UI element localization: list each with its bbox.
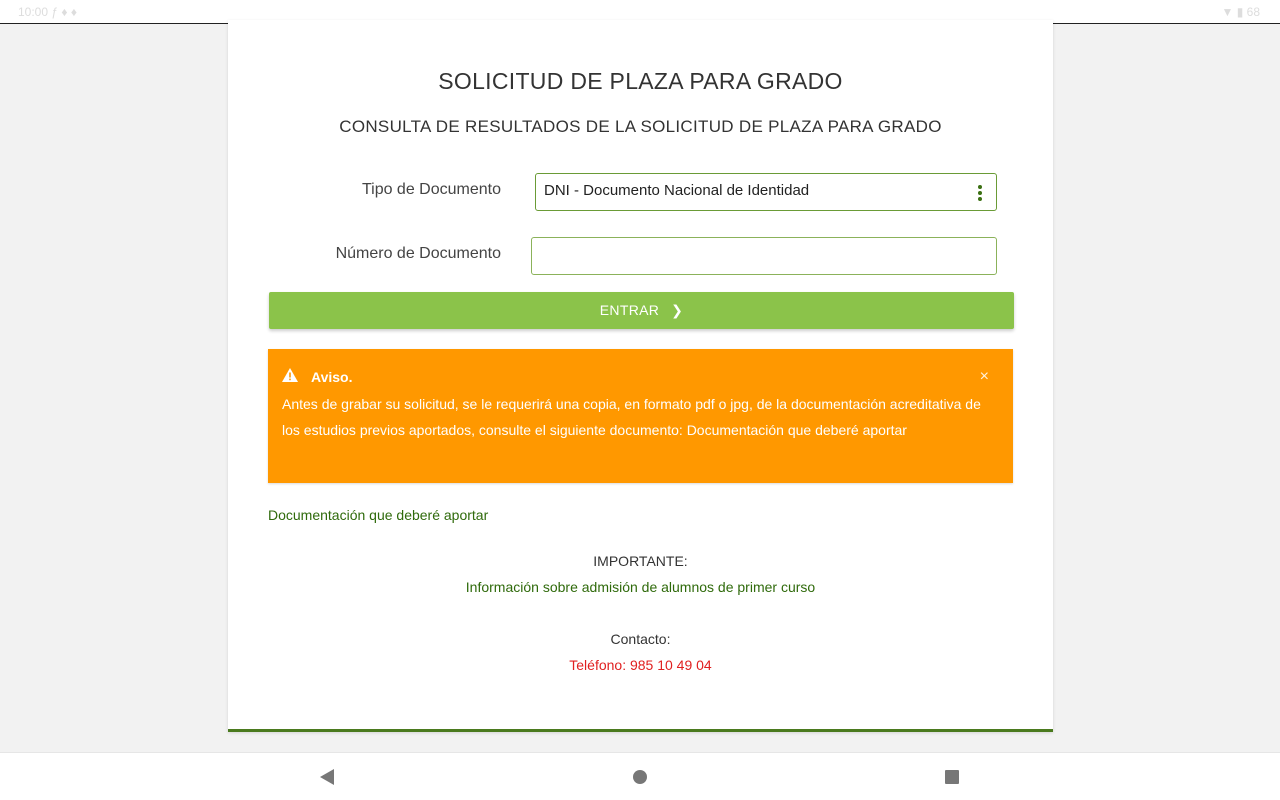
- phone-link[interactable]: Teléfono: 985 10 49 04: [569, 657, 712, 673]
- form-card: [228, 20, 1053, 732]
- more-vertical-icon[interactable]: [978, 185, 982, 203]
- back-icon[interactable]: [320, 769, 334, 785]
- status-right: ▼ ▮ 68: [1221, 5, 1260, 19]
- document-type-value: DNI - Documento Nacional de Identidad: [544, 182, 810, 199]
- page-title: SOLICITUD DE PLAZA PARA GRADO: [438, 68, 843, 94]
- contact-label: Contacto:: [610, 631, 671, 647]
- document-type-label: Tipo de Documento: [361, 181, 501, 198]
- recent-apps-icon[interactable]: [945, 770, 959, 784]
- documentation-link[interactable]: Documentación que deberé aportar: [268, 507, 489, 523]
- warning-alert: [268, 349, 1013, 483]
- admission-info-link[interactable]: Información sobre admisión de alumnos de primer curso: [465, 579, 816, 595]
- enter-button-label: ENTRAR: [599, 302, 660, 318]
- document-type-select[interactable]: [535, 173, 997, 211]
- document-number-label: Número de Documento: [335, 245, 501, 262]
- document-number-input[interactable]: [531, 237, 997, 275]
- enter-button[interactable]: [269, 292, 1014, 329]
- home-icon[interactable]: [633, 770, 647, 784]
- system-navigation-bar: [0, 752, 1280, 800]
- important-label: IMPORTANTE:: [593, 553, 688, 569]
- chevron-right-icon: ❯: [671, 302, 684, 318]
- page-subtitle: CONSULTA DE RESULTADOS DE LA SOLICITUD DE PLAZA PARA GRADO: [339, 117, 942, 136]
- warning-icon: [282, 368, 298, 382]
- alert-body: Antes de grabar su solicitud, se le requerirá una copia, en formato pdf o jpg, de la documentación acreditativa de los estudios previos aportados, consulte el siguiente documento: Documentación que deberé aportar: [282, 396, 981, 438]
- alert-heading: Aviso.: [311, 369, 353, 385]
- status-left: 10:00 ƒ ♦ ♦: [18, 5, 77, 19]
- close-icon[interactable]: ×: [979, 368, 989, 385]
